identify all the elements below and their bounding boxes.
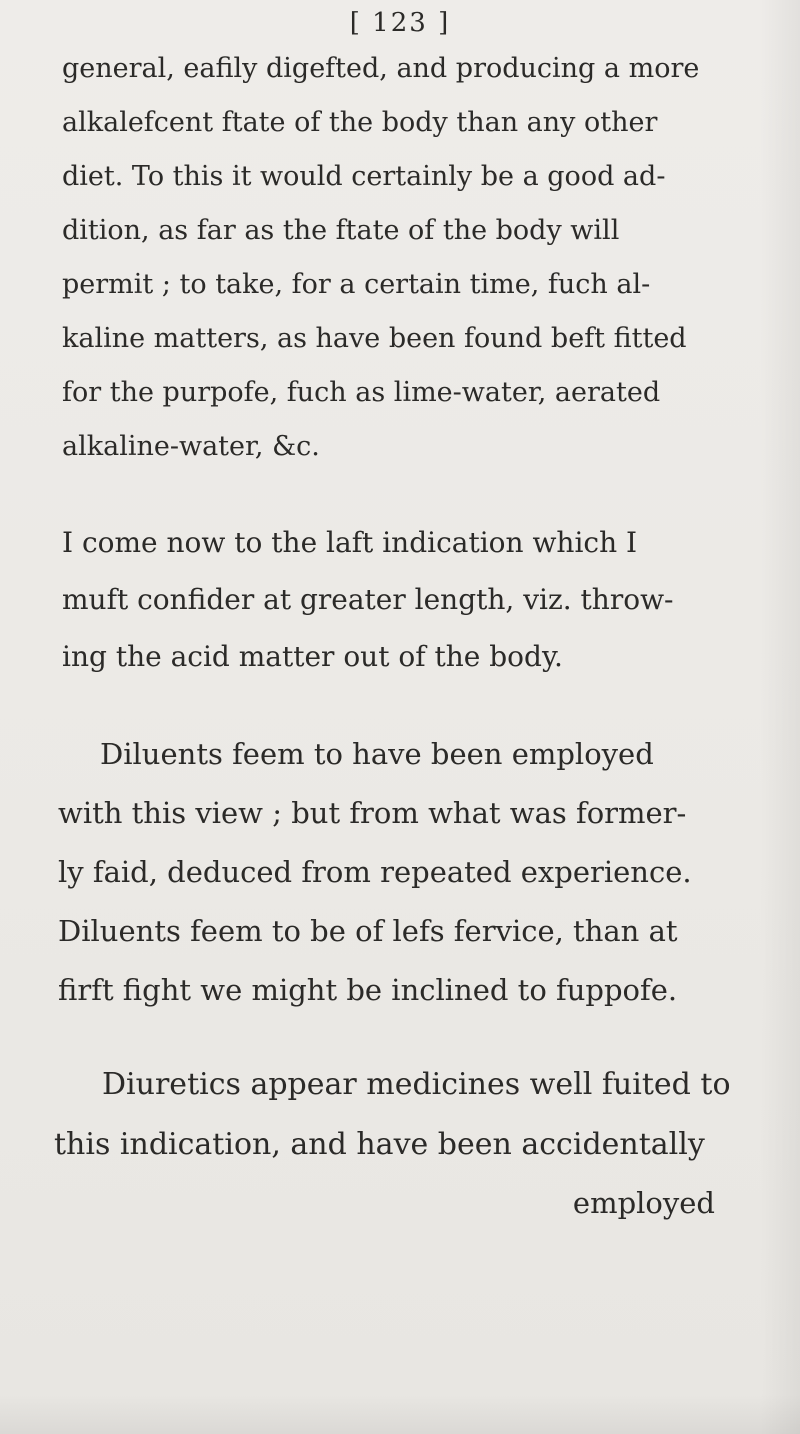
text-line: firft fight we might be inclined to fuppofe. — [58, 973, 678, 1007]
text-line: diet. To this it would certainly be a good ad- — [62, 161, 666, 192]
text-line: Diuretics appear medicines well fuited to — [102, 1067, 731, 1102]
text-line: ly faid, deduced from repeated experience. — [58, 855, 692, 889]
catchword: employed — [572, 1186, 715, 1220]
page-edge-shadow — [760, 0, 800, 1434]
page-bottom-shadow — [0, 1394, 800, 1434]
text-line: general, eafily digefted, and producing a more — [62, 53, 700, 84]
text-line: muft confider at greater length, viz. throw- — [62, 583, 674, 616]
text-line: Diluents feem to have been employed — [100, 737, 654, 771]
text-line: ing the acid matter out of the body. — [62, 640, 563, 673]
page-number-header — [0, 8, 800, 38]
text-line: Diluents feem to be of lefs fervice, than at — [58, 914, 678, 948]
text-line: dition, as far as the ftate of the body will — [62, 215, 620, 246]
text-line: alkalefcent ftate of the body than any other — [62, 107, 658, 138]
text-line: for the purpofe, fuch as lime-water, aerated — [62, 377, 661, 408]
text-line: this indication, and have been accidentally — [54, 1127, 705, 1162]
text-line: permit ; to take, for a certain time, fuch al- — [62, 269, 651, 300]
text-line: kaline matters, as have been found beft fitted — [62, 323, 687, 354]
text-line: I come now to the laft indication which I — [62, 526, 638, 559]
text-line: with this view ; but from what was former- — [58, 796, 687, 830]
page-number: [ 123 ] — [349, 8, 451, 38]
text-line: alkaline-water, &c. — [62, 431, 320, 462]
